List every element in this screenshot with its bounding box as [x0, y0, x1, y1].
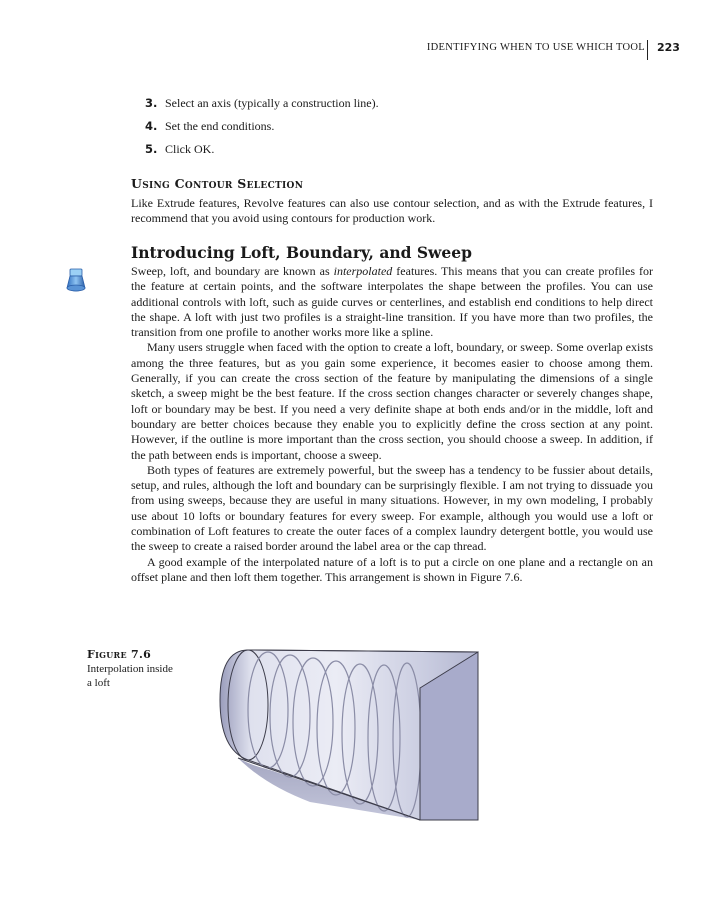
contour-body: Like Extrude features, Revolve features can also use contour selection, and as with the Extrude features, I recommend that you avoid using contours for production work.: [131, 196, 653, 226]
loft-paragraph-3: Both types of features are extremely powerful, but the sweep has a tendency to be fussier about details, setup, and rules, although the loft and boundary can be surprisingly flexible. I am not trying to dissuade you from using sweeps, because they are useful in many situations. However, in my own modeling, I probably use about 10 lofts or boundary features for every sweep. For example, although you would use a loft or combination of Loft features to create the outer faces of a complex laundry detergent bottle, you would use the sweep to create a raised border around the label area or the cap thread.: [131, 462, 653, 554]
section-heading-contour: Using Contour Selection: [131, 176, 304, 191]
running-head: [0, 40, 717, 62]
step-item: [145, 118, 645, 141]
step-text: Set the end conditions.: [165, 119, 275, 133]
step-number: 3.: [145, 96, 158, 110]
loft-paragraph-2: Many users struggle when faced with the option to create a loft, boundary, or sweep. Some overlap exists among the three features, but as you gain some experience, it becomes easier to choose among them. Generally, if you can create the cross section of the feature by manipulating the dimensions of a single sketch, a sweep might be the best feature. If the cross section changes character or severely changes shape, loft or boundary may be best. If you need a very definite shape at both ends and/or in the middle, loft and boundary are better choices because they enable you to explicitly define the cross section at any point. However, if the outline is more important than the cross section, you should choose a sweep. In addition, if the path between ends is important, choose a sweep.: [131, 340, 653, 462]
step-list: [145, 95, 645, 164]
loft-paragraph-4: A good example of the interpolated nature of a loft is to put a circle on one plane and a rectangle on an offset plane and then loft them together. This arrangement is shown in Figure 7.6.: [131, 554, 653, 584]
step-number: 5.: [145, 142, 158, 156]
figure-caption-text: Interpolation inside a loft: [87, 663, 173, 689]
step-number: 4.: [145, 119, 158, 133]
loft-paragraph-1: Sweep, loft, and boundary are known as interpolated features. This means that you can create profiles for the feature at certain points, and the software interpolates the shape between the profiles. You can use additional controls with loft, such as guide curves or centerlines, and establish end conditions to help direct the shape. A loft with just two profiles is a straight-line transition. If you have more than two profiles, the transition from one profile to another works more like a spline.: [131, 264, 653, 340]
section-heading-loft: Introducing Loft, Boundary, and Sweep: [131, 243, 472, 262]
loft-feature-icon: [64, 268, 88, 294]
step-item: [145, 141, 645, 164]
figure-caption: [87, 648, 177, 690]
step-item: [145, 95, 645, 118]
loft-body: [131, 264, 653, 585]
loft-illustration: [210, 640, 540, 830]
header-divider: [647, 40, 648, 60]
step-text: Select an axis (typically a construction line).: [165, 96, 379, 110]
step-text: Click OK.: [165, 142, 215, 156]
contour-paragraph: [131, 196, 653, 227]
chapter-title: IDENTIFYING WHEN TO USE WHICH TOOL: [426, 42, 645, 53]
page-number: 223: [657, 41, 680, 54]
figure-label: Figure 7.6: [87, 648, 152, 661]
interpolated-emphasis: interpolated: [333, 264, 393, 278]
